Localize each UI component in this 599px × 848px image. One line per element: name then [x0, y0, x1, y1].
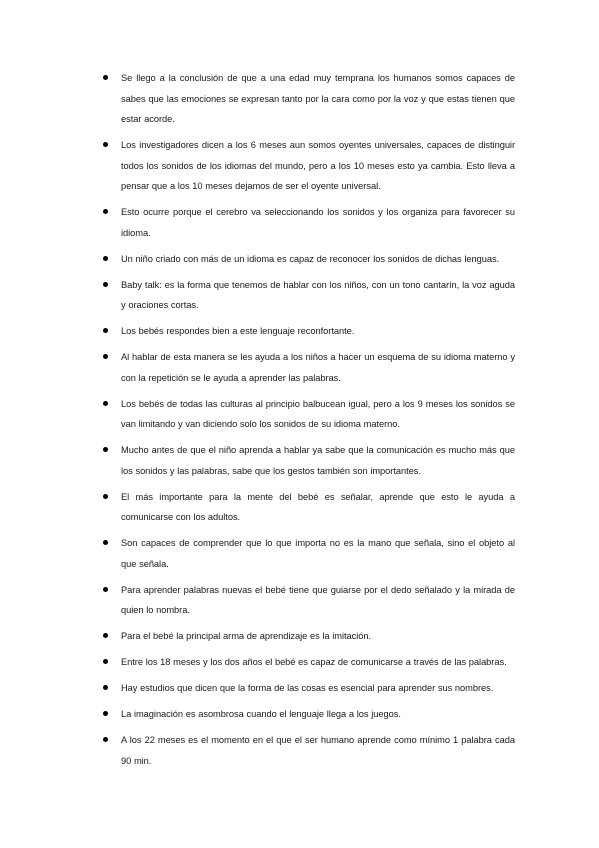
- list-item: [103, 202, 515, 243]
- bullet-icon: [103, 75, 108, 80]
- list-item: [103, 394, 515, 435]
- list-item-text: La imaginación es asombrosa cuando el lenguaje llega a los juegos.: [121, 709, 401, 719]
- list-item-text: El más importante para la mente del bebé es señalar, aprende que esto le ayuda a comunicarse con los adultos.: [121, 491, 515, 522]
- list-item-text: A los 22 meses es el momento en el que el ser humano aprende como mínimo 1 palabra cada 90 min.: [121, 735, 515, 766]
- list-item: [103, 135, 515, 197]
- list-item-text: Se llego a la conclusión de que a una edad muy temprana los humanos somos capaces de sabes que las emociones se expresan tanto por la cara como por la voz y que estas tienen que estar acorde.: [121, 73, 515, 124]
- list-item: [103, 704, 515, 725]
- list-item-text: Los bebés respondes bien a este lenguaje reconfortante.: [121, 326, 355, 336]
- list-item: [103, 487, 515, 528]
- list-item-text: Entre los 18 meses y los dos años el bebé es capaz de comunicarse a través de las palabras.: [121, 657, 507, 667]
- bullet-icon: [103, 587, 108, 592]
- list-item-text: Un niño criado con más de un idioma es capaz de reconocer los sonidos de dichas lenguas.: [121, 253, 500, 264]
- bullet-icon: [103, 282, 108, 287]
- list-item-text: Esto ocurre porque el cerebro va seleccionando los sonidos y los organiza para favorecer su idioma.: [121, 207, 515, 238]
- list-item-text: Para aprender palabras nuevas el bebé tiene que guiarse por el dedo señalado y la mirada de quien lo nombra.: [121, 584, 515, 615]
- list-item-text: Al hablar de esta manera se les ayuda a los niños a hacer un esquema de su idioma materno y con la repetición se le ayuda a aprender las palabras.: [121, 352, 515, 383]
- list-item-text: Son capaces de comprender que lo que importa no es la mano que señala, sino el objeto al que señala.: [121, 538, 515, 569]
- list-item: [103, 533, 515, 574]
- bullet-icon: [103, 540, 108, 545]
- list-item-text: Mucho antes de que el niño aprenda a hablar ya sabe que la comunicación es mucho más que los sonidos y las palabras, sabe que los gestos también son importantes.: [121, 445, 515, 476]
- list-item: [103, 321, 515, 342]
- bullet-icon: [103, 328, 108, 333]
- list-item: [103, 678, 515, 699]
- list-item: [103, 730, 515, 771]
- list-item-text: Baby talk: es la forma que tenemos de hablar con los niños, con un tono cantarín, la voz aguda y oraciones cortas.: [121, 279, 515, 310]
- bullet-icon: [103, 737, 108, 742]
- list-item-text: Los bebés de todas las culturas al principio balbucean igual, pero a los 9 meses los sonidos se van limitando y van diciendo solo los sonidos de su idioma materno.: [121, 398, 515, 429]
- list-item-text: Para el bebé la principal arma de aprendizaje es la imitación.: [121, 631, 372, 641]
- bullet-icon: [103, 354, 108, 359]
- bullet-icon: [103, 447, 108, 452]
- bullet-icon: [103, 209, 108, 214]
- list-item: [103, 275, 515, 316]
- list-item: [103, 68, 515, 130]
- list-item-text: Hay estudios que dicen que la forma de las cosas es esencial para aprender sus nombres.: [121, 683, 494, 693]
- bullet-icon: [103, 659, 108, 664]
- list-item: [103, 249, 515, 270]
- list-item: [103, 580, 515, 621]
- bullet-icon: [103, 401, 108, 406]
- bullet-icon: [103, 633, 108, 638]
- bullet-icon: [103, 685, 108, 690]
- list-item: [103, 440, 515, 481]
- bullet-icon: [103, 711, 108, 716]
- list-item: [103, 652, 515, 673]
- list-item-text: Los investigadores dicen a los 6 meses aun somos oyentes universales, capaces de distinguir todos los sonidos de los idiomas del mundo, pero a los 10 meses esto ya cambia. Esto lleva a pensar que a los 10 meses dejamos de ser el oyente universal.: [121, 140, 515, 191]
- bullet-icon: [103, 256, 108, 261]
- list-item: [103, 626, 515, 647]
- list-item: [103, 347, 515, 388]
- bullet-icon: [103, 494, 108, 499]
- bullet-icon: [103, 142, 108, 147]
- bullet-list: [103, 68, 515, 777]
